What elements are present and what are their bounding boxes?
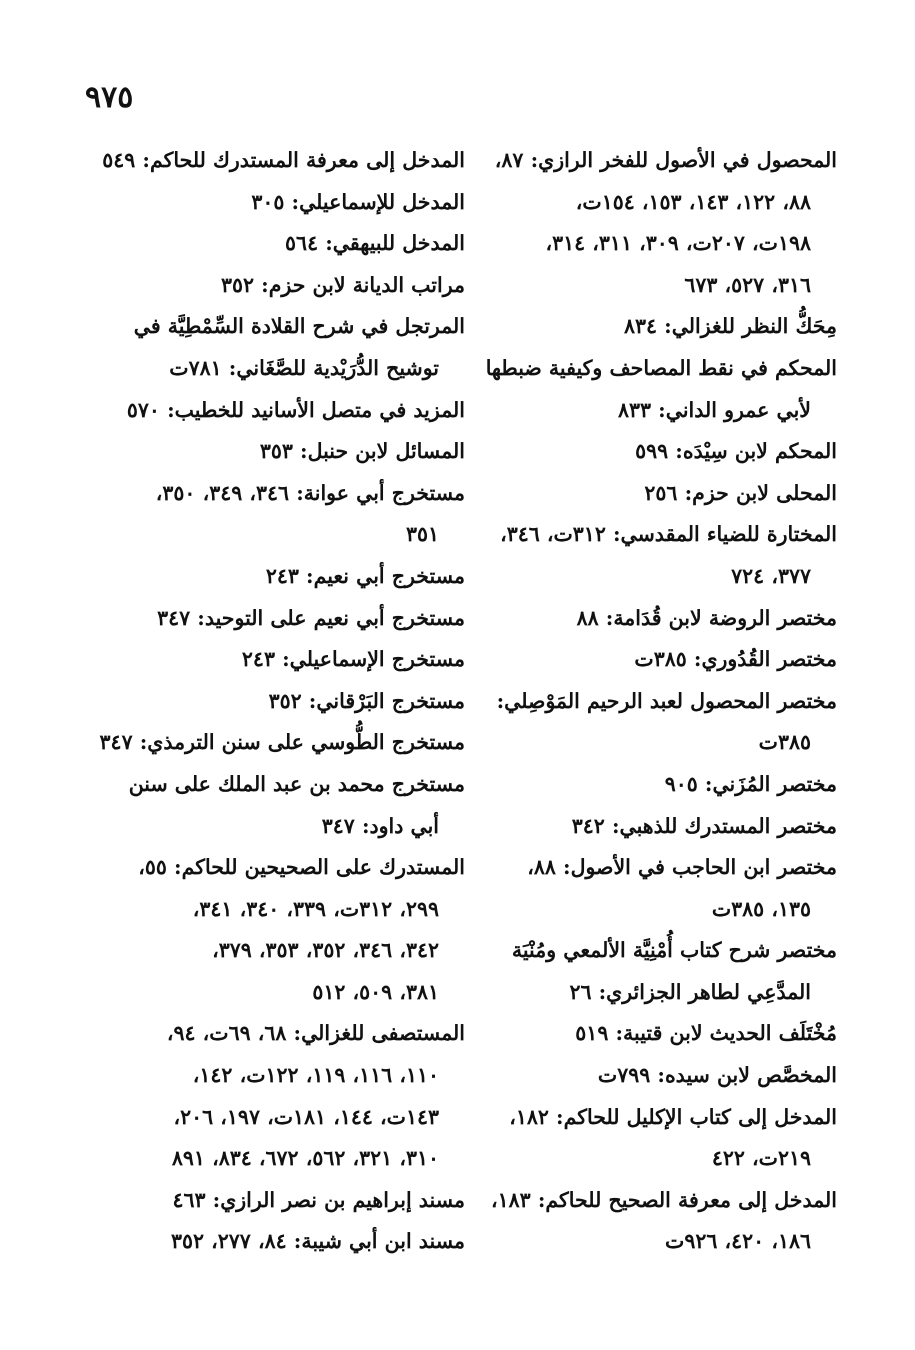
index-entry-line: المسائل لابن حنبل: ٣٥٣ <box>259 439 465 464</box>
index-entry-continuation: ٣١٦، ٥٢٧، ٦٧٣ <box>684 272 811 297</box>
index-entry <box>95 639 465 681</box>
index-entry-line: مسند ابن أبي شيبة: ٨٤، ٢٧٧، ٣٥٢ <box>170 1229 465 1254</box>
index-entry-line: مستخرج أبي عوانة: ٣٤٦، ٣٤٩، ٣٥٠، <box>155 480 465 505</box>
index-entry <box>467 306 837 348</box>
index-column-right <box>467 140 837 1263</box>
index-entry <box>95 1013 465 1179</box>
index-entry <box>467 598 837 640</box>
index-entry-line: مستخرج البَرْقاني: ٣٥٢ <box>268 688 465 713</box>
index-entry-line: مراتب الديانة لابن حزم: ٣٥٢ <box>220 272 465 297</box>
index-entry-continuation: ٣٧٧، ٧٢٤ <box>731 563 811 588</box>
index-entry-continuation: ١٩٨ت، ٢٠٧ت، ٣٠٩، ٣١١، ٣١٤، <box>545 231 811 256</box>
index-entry-continuation: توشيح الدُّرَيْدية للصَّغَاني: ٧٨١ت <box>169 355 439 380</box>
index-entry-line: مِحَكُّ النظر للغزالي: ٨٣٤ <box>623 314 837 339</box>
index-entry-continuation: ٨٨، ١٢٢، ١٤٣، ١٥٣، ١٥٤ت، <box>575 189 811 214</box>
index-entry-continuation: ٣٨١، ٥٠٩، ٥١٢ <box>312 979 439 1004</box>
index-entry <box>95 431 465 473</box>
index-entry-line: المحكم في نقط المصاحف وكيفية ضبطها <box>485 355 837 380</box>
index-entry <box>467 140 837 306</box>
index-entry-line: المدخل إلى معرفة المستدرك للحاكم: ٥٤٩ <box>102 148 465 172</box>
index-entry-continuation: ٣١٠، ٣٢١، ٥٦٢، ٦٧٢، ٨٣٤، ٨٩١ <box>171 1146 439 1171</box>
index-entry-line: مستخرج محمد بن عبد الملك على سنن <box>128 771 465 796</box>
index-entry-continuation: ٢٩٩، ٣١٢ت، ٣٣٩، ٣٤٠، ٣٤١، <box>192 896 439 921</box>
index-entry-line: المدخل للإسماعيلي: ٣٠٥ <box>251 189 465 214</box>
index-entry-line: مستخرج أبي نعيم على التوحيد: ٣٤٧ <box>157 605 465 630</box>
index-entry-line: مختصر المُزَني: ٩٠٥ <box>664 771 837 796</box>
index-entry-line: مُخْتَلَف الحديث لابن قتيبة: ٥١٩ <box>575 1021 837 1046</box>
index-entry-line: المختارة للضياء المقدسي: ٣١٢ت، ٣٤٦، <box>500 522 837 547</box>
index-entry-line: المستدرك على الصحيحين للحاكم: ٥٥، <box>138 855 465 880</box>
index-entry <box>95 473 465 556</box>
index-entry-continuation: ٣٨٥ت <box>758 730 811 755</box>
index-entry-continuation: ١١٠، ١١٦، ١١٩، ١٢٢ت، ١٤٢، <box>192 1063 439 1088</box>
index-entry <box>467 764 837 806</box>
index-entry-line: مستخرج الطُّوسي على سنن الترمذي: ٣٤٧ <box>99 730 465 755</box>
index-entry <box>467 1055 837 1097</box>
index-entry <box>95 390 465 432</box>
index-entry <box>467 930 837 1013</box>
index-entry-line: المدخل للبيهقي: ٥٦٤ <box>285 231 465 256</box>
index-column-left <box>95 140 465 1263</box>
index-entry-continuation: ٣٤٢، ٣٤٦، ٣٥٢، ٣٥٣، ٣٧٩، <box>212 938 439 963</box>
index-entry <box>467 473 837 515</box>
index-entry <box>467 639 837 681</box>
index-entry-line: مختصر ابن الحاجب في الأصول: ٨٨، <box>527 855 837 880</box>
index-entry <box>95 1221 465 1263</box>
index-entry-line: مستخرج أبي نعيم: ٢٤٣ <box>265 563 465 588</box>
index-entry-line: مختصر المستدرك للذهبي: ٣٤٢ <box>571 813 837 838</box>
index-entry-line: المحلى لابن حزم: ٢٥٦ <box>644 480 837 505</box>
index-entry <box>95 223 465 265</box>
index-entry-line: المخصَّص لابن سيده: ٧٩٩ت <box>597 1063 837 1088</box>
index-entry-line: المرتجل في شرح القلادة السِّمْطِيَّة في <box>133 314 465 339</box>
index-entry <box>95 847 465 1013</box>
index-entry <box>95 598 465 640</box>
index-entry <box>95 722 465 764</box>
index-entry <box>95 764 465 847</box>
index-entry-continuation: ٣٥١ <box>405 522 439 547</box>
index-entry <box>467 806 837 848</box>
index-entry-line: المحصول في الأصول للفخر الرازي: ٨٧، <box>494 148 837 172</box>
index-entry-line: مختصر شرح كتاب أُمْنِيَّة الألمعي ومُنْيَة <box>511 938 837 963</box>
index-entry <box>95 182 465 224</box>
index-entry-line: المزيد في متصل الأسانيد للخطيب: ٥٧٠ <box>126 397 465 422</box>
index-entry-line: المدخل إلى كتاب الإكليل للحاكم: ١٨٢، <box>509 1104 837 1129</box>
index-entry <box>467 1180 837 1263</box>
index-entry-continuation: ١٨٦، ٤٢٠، ٩٢٦ت <box>665 1229 811 1254</box>
index-entry <box>467 847 837 930</box>
index-entry-continuation: ١٤٣ت، ١٤٤، ١٨١ت، ١٩٧، ٢٠٦، <box>173 1104 439 1129</box>
index-entry-continuation: ١٣٥، ٣٨٥ت <box>711 896 811 921</box>
index-entry-continuation: لأبي عمرو الداني: ٨٣٣ <box>618 397 811 422</box>
index-entry <box>95 306 465 389</box>
index-entry-continuation: المدَّعِي لطاهر الجزائري: ٢٦ <box>569 979 811 1004</box>
index-entry <box>467 431 837 473</box>
index-entry <box>467 514 837 597</box>
index-entry-line: المدخل إلى معرفة الصحيح للحاكم: ١٨٣، <box>491 1187 837 1212</box>
index-entry-continuation: أبي داود: ٣٤٧ <box>321 813 439 838</box>
index-entry-line: مختصر الروضة لابن قُدَامة: ٨٨ <box>576 605 837 630</box>
index-entry <box>467 1097 837 1180</box>
index-entry <box>467 681 837 764</box>
index-entry-line: مختصر المحصول لعبد الرحيم المَوْصِلي: <box>496 688 837 713</box>
index-entry <box>95 265 465 307</box>
index-entry-line: مختصر القُدُوري: ٣٨٥ت <box>634 647 837 672</box>
index-entry <box>95 556 465 598</box>
index-entry-line: المستصفى للغزالي: ٦٨، ٦٩ت، ٩٤، <box>166 1021 465 1046</box>
index-entry-line: مستخرج الإسماعيلي: ٢٤٣ <box>241 647 465 672</box>
index-entry <box>95 1180 465 1222</box>
page-number: ٩٧٥ <box>85 80 134 115</box>
index-entry <box>467 348 837 431</box>
index-entry-line: مسند إبراهيم بن نصر الرازي: ٤٦٣ <box>172 1187 465 1212</box>
index-entry <box>95 140 465 182</box>
index-entry <box>467 1013 837 1055</box>
index-entry-line: المحكم لابن سِيْدَه: ٥٩٩ <box>635 439 837 464</box>
index-entry <box>95 681 465 723</box>
index-entry-continuation: ٢١٩ت، ٤٢٢ <box>711 1146 811 1171</box>
